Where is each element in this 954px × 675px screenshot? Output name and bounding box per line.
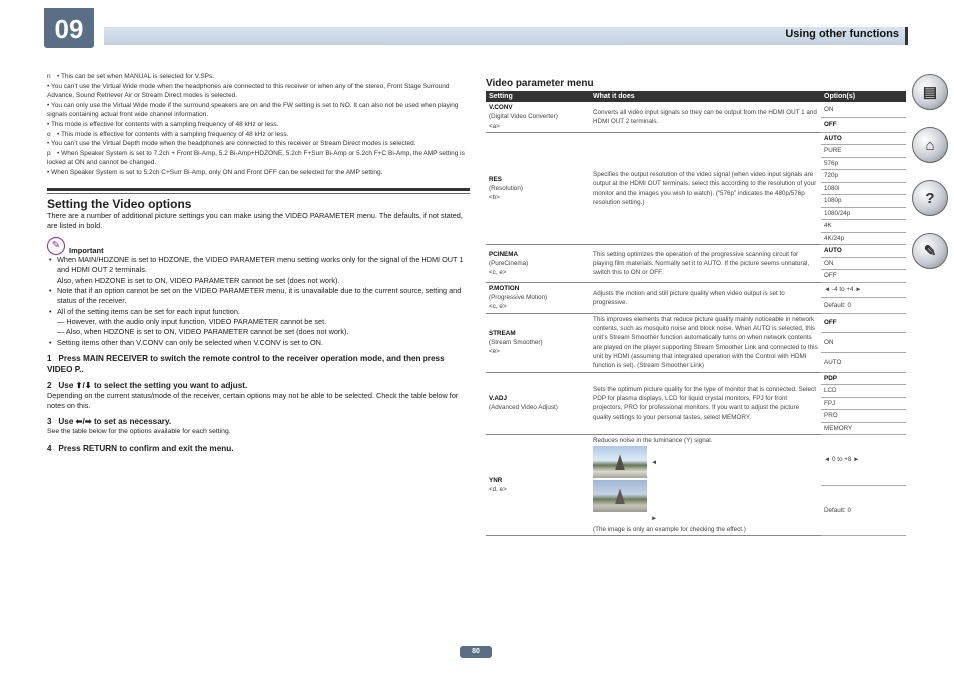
bullet: — However, with the audio only input function, VIDEO PARAMETER cannot be set. <box>57 316 327 326</box>
description: This improves elements that reduce picture quality mainly noticeable in network contents, such as mosquito noise and block noise. When AUTO is selected, this unit’s Stream Smoother function automatically turns on when network contents are played on the player supporting Stream Smoother Link and connected to this unit by HDMI (assuming that integrated operation with the Control with HDMI function is set). (Stream Smoother Link) <box>593 315 818 370</box>
description: Converts all video input signals so they can be output from the HDMI OUT 1 and HDMI OUT 2 terminals. <box>593 108 817 125</box>
option-value: 576p <box>821 157 906 170</box>
description: Sets the optimum picture quality for the type of monitor that is connected. Select PDP for plasma displays, LCD for liquid crystal monitors, FPJ for front projectors, PRO for professional monitors. If you want to adjust the picture quality settings to your personal tastes, select MEMORY. <box>593 385 816 421</box>
setting-name: PCINEMA <box>489 250 519 258</box>
setting-name: YNR <box>489 476 503 484</box>
description-cell <box>590 435 821 536</box>
bullet: • All of the setting items can be set for each input function. <box>49 306 240 316</box>
setting-tag: <c, e> <box>489 303 507 311</box>
footnote: o • This mode is effective for contents with a sampling frequency of 48 kHz or less. <box>47 130 289 138</box>
bullet: • Setting items other than V.CONV can only be selected when V.CONV is set to ON. <box>49 337 323 347</box>
column-header: Setting <box>486 91 590 102</box>
bullet: Also, when HDZONE is set to ON, VIDEO PARAMETER cannot be set (does not work). <box>57 275 340 285</box>
chapter-number: 09 <box>44 8 94 48</box>
setting-cell <box>486 132 590 245</box>
right-column <box>486 78 906 536</box>
header-bar <box>104 27 908 45</box>
setting-name: RES <box>489 175 502 183</box>
setting-cell <box>486 245 590 283</box>
setting-tag: <c, e> <box>489 269 507 277</box>
right-arrow-icon: ► <box>651 515 658 523</box>
option-value: MEMORY <box>821 422 906 435</box>
table-row <box>486 435 906 485</box>
step-note: Depending on the current status/mode of the receiver, certain options may not be able to be selected. Check the table below for notes on this. <box>47 390 459 411</box>
table-title: Video parameter menu <box>486 78 594 89</box>
column-header: What it does <box>590 91 821 102</box>
option-value: Default: 0 <box>821 485 906 535</box>
setting-sub: (Progressive Motion) <box>489 294 548 302</box>
setting-cell <box>486 313 590 372</box>
step-1: 1 Press MAIN RECEIVER to switch the remote control to the receiver operation mode, and then press VIDEO P.. <box>47 353 445 374</box>
option-value: LCD <box>821 385 906 398</box>
footnote: • This mode is effective for contents with a sampling frequency of 48 kHz or less. <box>47 120 279 128</box>
setting-sub: (Digital Video Converter) <box>489 113 558 121</box>
footnote: p • When Speaker System is set to 7.2ch + Front Bi-Amp, 5.2 Bi-Amp+HDZONE, 5.2ch F+Surr Bi-Amp or 5.2ch F+C Bi-Amp, the AMP setting is locked at ON and cannot be changed. <box>47 149 465 167</box>
header-title: Using other functions <box>785 28 899 40</box>
example-image-noisy <box>593 446 647 478</box>
table-row <box>486 102 906 117</box>
setting-sub: (PureCinema) <box>489 259 529 267</box>
footnote: • When Speaker System is set to 5.2ch C+Surr Bi-Amp, only ON and Front OFF can be selected for the AMP setting. <box>47 168 383 176</box>
option-value: ◄ 0 to +8 ► <box>821 435 906 485</box>
divider <box>47 193 470 194</box>
option-value: OFF <box>821 270 906 283</box>
description: Specifies the output resolution of the video signal (when video input signals are output at the HDMI OUT terminals, select this according to the resolution of your monitor and the images you wish to watch). (“576p” indicates the 480p/576p resolution setting.) <box>593 171 817 206</box>
option-value: PRO <box>821 410 906 423</box>
option-value: ◄ -4 to +4 ► <box>821 282 906 297</box>
step-2: 2 Use ⬆/⬇ to select the setting you want to adjust. <box>47 380 248 390</box>
step-note: See the table below for the options available for each setting. <box>47 428 231 436</box>
setting-sub: (Resolution) <box>489 184 523 192</box>
setting-sub: (Stream Smoother) <box>489 339 543 347</box>
option-value: 1080/24p <box>821 207 906 220</box>
important-icon: ✎ <box>47 237 65 255</box>
option-value: AUTO <box>821 132 906 145</box>
description-cell <box>590 313 821 372</box>
description: Adjusts the motion and still picture quality when video output is set to progressive. <box>593 289 785 306</box>
option-value: 4K <box>821 220 906 233</box>
setting-sub: (Advanced Video Adjust) <box>489 404 558 412</box>
option-value: PDP <box>821 372 906 385</box>
footnote: • You can’t use the Virtual Wide mode when the headphones are connected to this receiver or when any of the stereo, Front Stage Surround Advance, Sound Retriever Air or Stream Direct modes is selected. <box>47 82 450 100</box>
bullet: • When MAIN/HDZONE is set to HDZONE, the VIDEO PARAMETER menu setting works only for the signal of the HDMI OUT 1 and HDMI OUT 2 terminals. <box>49 255 464 275</box>
image-note: (The image is only an example for checking the effect.) <box>593 525 746 533</box>
ynr-example <box>593 445 818 524</box>
left-column <box>47 72 470 454</box>
setting-name: STREAM <box>489 329 516 337</box>
option-value: OFF <box>821 313 906 333</box>
description-cell <box>590 372 821 435</box>
section-title: Setting the Video options <box>47 196 192 211</box>
footnote: • You can’t use the Virtual Depth mode when the headphones are connected to this receiver or Stream Direct modes is selected. <box>47 140 416 148</box>
setting-cell <box>486 372 590 435</box>
setting-cell <box>486 102 590 132</box>
table-row <box>486 313 906 333</box>
footnote: n • This can be set when MANUAL is selected for V.SPs. <box>47 73 215 80</box>
tools-icon[interactable]: ✎ <box>912 233 948 269</box>
setting-tag: <b> <box>489 194 500 202</box>
option-value: FPJ <box>821 397 906 410</box>
option-value: 1080i <box>821 182 906 195</box>
description-cell <box>590 245 821 283</box>
setting-name: P.MOTION <box>489 284 520 292</box>
video-parameter-table <box>486 91 906 536</box>
bullet: • Note that if an option cannot be set on the VIDEO PARAMETER menu, it is unavailable due to the current source, setting and status of the receiver. <box>49 286 462 306</box>
setting-cell <box>486 435 590 536</box>
description: Reduces noise in the luminance (Y) signal. <box>593 437 713 445</box>
setting-name: V.ADJ <box>489 395 507 403</box>
bullet: — Also, when HDZONE is set to ON, VIDEO PARAMETER cannot be set (does not work). <box>57 327 349 337</box>
question-icon[interactable]: ? <box>912 180 948 216</box>
footnote: • You can only use the Virtual Wide mode if the surround speakers are on and the FW setting is set to NO. It can also not be used when playing signals containing actual front wide channel information. <box>47 101 459 119</box>
page-number: 80 <box>460 646 492 658</box>
option-value: PURE <box>821 145 906 158</box>
setting-tag: <a> <box>489 122 500 130</box>
setting-cell <box>486 282 590 313</box>
option-value: ON <box>821 333 906 353</box>
step-4: 4 Press RETURN to confirm and exit the menu. <box>47 443 234 453</box>
option-value: AUTO <box>821 352 906 372</box>
option-value: ON <box>821 102 906 117</box>
table-row <box>486 245 906 258</box>
option-value: 1080p <box>821 195 906 208</box>
table-row <box>486 372 906 385</box>
side-nav <box>912 74 950 286</box>
option-value: AUTO <box>821 245 906 258</box>
setting-tag: <e> <box>489 348 500 356</box>
section-intro: There are a number of additional picture settings you can make using the VIDEO PARAMETER menu. The defaults, if not stated, are listed in bold. <box>47 210 463 230</box>
left-arrow-icon: ◄ <box>651 458 658 466</box>
table-row <box>486 282 906 297</box>
column-header: Option(s) <box>821 91 906 102</box>
devices-icon[interactable]: ⌂ <box>912 127 948 163</box>
table-row <box>486 132 906 145</box>
divider <box>47 188 470 191</box>
option-value: Default: 0 <box>821 298 906 313</box>
option-value: 720p <box>821 170 906 183</box>
setting-name: V.CONV <box>489 104 513 111</box>
example-image-clean <box>593 480 647 512</box>
description-cell <box>590 102 821 132</box>
option-value: 4K/24p <box>821 232 906 245</box>
important-label: Important <box>69 246 104 256</box>
description-cell <box>590 282 821 313</box>
option-value: ON <box>821 257 906 270</box>
option-value: OFF <box>821 117 906 132</box>
book-icon[interactable]: ▤ <box>912 74 948 110</box>
setting-sub: <d, e> <box>489 486 507 493</box>
description-cell <box>590 132 821 245</box>
step-3: 3 Use ⬅/➡ to set as necessary. <box>47 417 172 427</box>
description: This setting optimizes the operation of the progressive scanning circuit for playing film materials. Normally set it to AUTO. If the picture seems unnatural, switch this to ON or OFF. <box>593 250 810 277</box>
important-heading <box>47 237 470 255</box>
